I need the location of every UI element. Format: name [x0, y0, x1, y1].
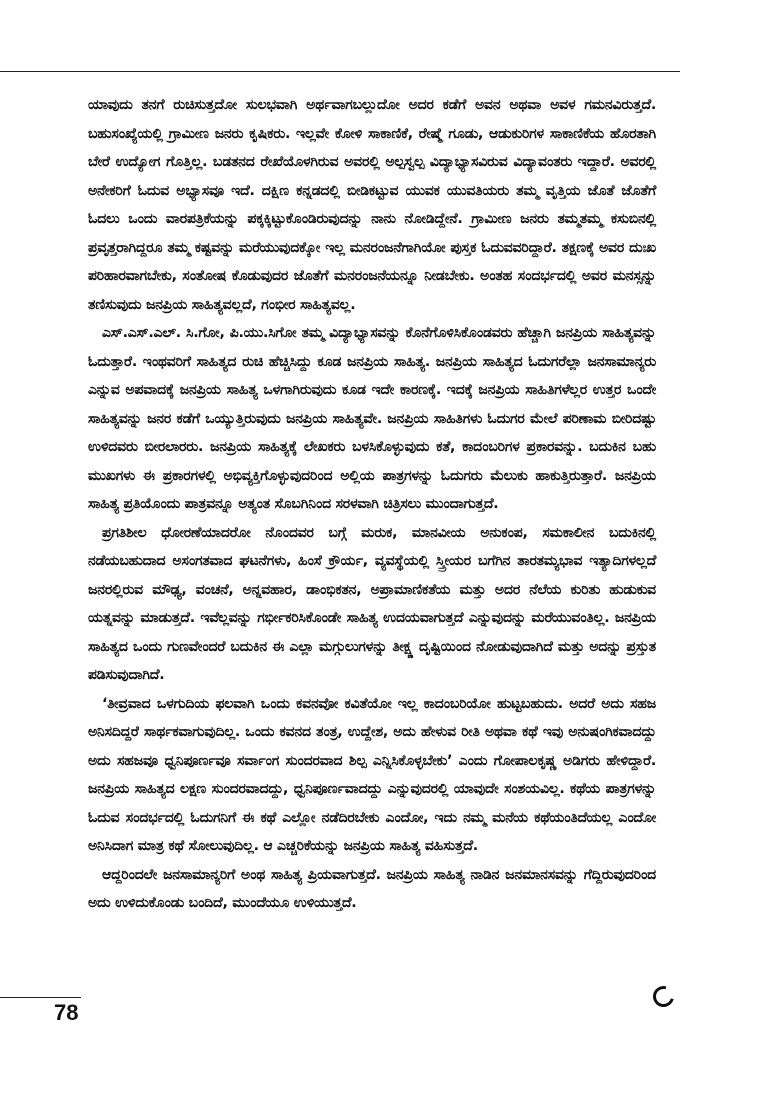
header-rule: [0, 71, 680, 72]
paragraph-2: ಎಸ್.ಎಸ್.ಎಲ್. ಸಿ.ಗೋ, ಪಿ.ಯು.ಸಿಗೋ ತಮ್ಮ ವಿದ್ಯಾಭ್ಯಾಸವನ್ನು ಕೊನೆಗೊಳಿಸಿಕೊಂಡವರು ಹೆಚ್ಚಾಗಿ ಜನಪ್ರಿಯ ಸಾಹಿತ್ಯವನ್ನು ಓದುತ್ತಾರೆ. ಇಂಥವರಿಗೆ ಸಾಹಿತ್ಯದ ರುಚಿ ಹೆಚ್ಚಿಸಿದ್ದು ಕೂಡ ಜನಪ್ರಿಯ ಸಾಹಿತ್ಯ. ಜನಪ್ರಿಯ ಸಾಹಿತ್ಯದ ಓದುಗರೆಲ್ಲಾ ಜನಸಾಮಾನ್ಯರು ಎನ್ನುವ ಅಪವಾದಕ್ಕೆ ಜನಪ್ರಿಯ ಸಾಹಿತ್ಯ ಒಳಗಾಗಿರುವುದು ಕೂಡ ಇದೇ ಕಾರಣಕ್ಕೆ. ಇದಕ್ಕೆ ಜನಪ್ರಿಯ ಸಾಹಿತಿಗಳೆಲ್ಲರ ಉತ್ತರ ಒಂದೇ ಸಾಹಿತ್ಯವನ್ನು ಜನರ ಕಡೆಗೆ ಒಯ್ಯುತ್ತಿರುವುದು ಜನಪ್ರಿಯ ಸಾಹಿತ್ಯವೇ. ಜನಪ್ರಿಯ ಸಾಹಿತಿಗಳು ಓದುಗರ ಮೇಲೆ ಪರಿಣಾಮ ಬೀರಿದಷ್ಟು ಉಳಿದವರು ಬೀರಲಾರರು. ಜನಪ್ರಿಯ ಸಾಹಿತ್ಯಕ್ಕೆ ಲೇಖಕರು ಬಳಸಿಕೊಳ್ಳುವುದು ಕತೆ, ಕಾದಂಬರಿಗಳ ಪ್ರಕಾರವನ್ನು. ಬದುಕಿನ ಬಹು ಮುಖಗಳು ಈ ಪ್ರಕಾರಗಳಲ್ಲಿ ಅಭಿವ್ಯಕ್ತಿಗೊಳ್ಳುವುದರಿಂದ ಅಲ್ಲಿಯ ಪಾತ್ರಗಳನ್ನು ಓದುಗರು ಮೆಲುಕು ಹಾಕುತ್ತಿರುತ್ತಾರೆ. ಜನಪ್ರಿಯ ಸಾಹಿತ್ಯ ಪ್ರತಿಯೊಂದು ಪಾತ್ರವನ್ನೂ ಅತ್ಯಂತ ಸೊಬಗಿನಿಂದ ಸರಳವಾಗಿ ಚಿತ್ರಿಸಲು ಮುಂದಾಗುತ್ತದೆ.: [88, 325, 656, 512]
paragraph-4: ‘ತೀವ್ರವಾದ ಒಳಗುದಿಯ ಫಲವಾಗಿ ಒಂದು ಕವನವೋ ಕವಿತೆಯೋ ಇಲ್ಲ ಕಾದಂಬರಿಯೋ ಹುಟ್ಟಬಹುದು. ಅದರೆ ಅದು ಸಹಜ ಅನಿಸದಿದ್ದರೆ ಸಾರ್ಥಕವಾಗುವುದಿಲ್ಲ. ಒಂದು ಕವನದ ತಂತ್ರ, ಉದ್ದೇಶ, ಅದು ಹೇಳುವ ರೀತಿ ಅಥವಾ ಕಥೆ ಇವು ಅನುಷಂಗಿಕವಾದದ್ದು ಅದು ಸಹಜವೂ ಧ್ವನಿಪೂರ್ಣವೂ ಸರ್ವಾಂಗ ಸುಂದರವಾದ ಶಿಲ್ಪ ಎನ್ನಿಸಿಕೊಳ್ಳಬೇಕು’ ಎಂದು ಗೋಪಾಲಕೃಷ್ಣ ಅಡಿಗರು ಹೇಳಿದ್ದಾರೆ. ಜನಪ್ರಿಯ ಸಾಹಿತ್ಯದ ಲಕ್ಷಣ ಸುಂದರವಾದದ್ದು, ಧ್ವನಿಪೂರ್ಣವಾದದ್ದು ಎನ್ನುವುದರಲ್ಲಿ ಯಾವುದೇ ಸಂಶಯವಿಲ್ಲ. ಕಥೆಯ ಪಾತ್ರಗಳನ್ನು ಓದುವ ಸಂದರ್ಭದಲ್ಲಿ ಓದುಗನಿಗೆ ಈ ಕಥೆ ಎಲ್ಲೋ ನಡೆದಿರಬೇಕು ಎಂದೋ, ಇದು ನಮ್ಮ ಮನೆಯ ಕಥೆಯಂತಿದೆಯಲ್ಲ ಎಂದೋ ಅನಿಸಿದಾಗ ಮಾತ್ರ ಕಥೆ ಸೋಲುವುದಿಲ್ಲ. ಆ ಎಚ್ಚರಿಕೆಯನ್ನು ಜನಪ್ರಿಯ ಸಾಹಿತ್ಯ ವಹಿಸುತ್ತದೆ.: [88, 695, 656, 854]
circle-icon: [649, 982, 678, 1011]
paragraph-5: ಆದ್ದರಿಂದಲೇ ಜನಸಾಮಾನ್ಯರಿಗೆ ಅಂಥ ಸಾಹಿತ್ಯ ಪ್ರಿಯವಾಗುತ್ತದೆ. ಜನಪ್ರಿಯ ಸಾಹಿತ್ಯ ನಾಡಿನ ಜನಮಾನಸವನ್ನು ಗೆದ್ದಿರುವುದರಿಂದ ಅದು ಉಳಿದುಕೊಂಡು ಬಂದಿದೆ, ಮುಂದೆಯೂ ಉಳಿಯುತ್ತದೆ.: [88, 866, 656, 911]
page-number: 78: [54, 1000, 79, 1025]
paragraph-1: ಯಾವುದು ತನಗೆ ರುಚಿಸುತ್ತದೋ ಸುಲಭವಾಗಿ ಅರ್ಥವಾಗಬಲ್ಲುದೋ ಅದರ ಕಡೆಗೆ ಅವನ ಅಥವಾ ಅವಳ ಗಮನವಿರುತ್ತದೆ. ಬಹುಸಂಖ್ಯೆಯಲ್ಲಿ ಗ್ರಾಮೀಣ ಜನರು ಕೃಷಿಕರು. ಇಲ್ಲವೇ ಕೋಳಿ ಸಾಕಾಣಿಕೆ, ರೇಷ್ಮೆ ಗೂಡು, ಆಡುಕುರಿಗಳ ಸಾಕಾಣಿಕೆಯ ಹೊರತಾಗಿ ಬೇರೆ ಉದ್ಯೋಗ ಗೊತ್ತಿಲ್ಲ. ಬಡತನದ ರೇಖೆಯೊಳಗಿರುವ ಅವರಲ್ಲಿ ಅಲ್ಪಸ್ವಲ್ಪ ವಿದ್ಯಾಭ್ಯಾಸವಿರುವ ವಿದ್ಯಾವಂತರು ಇದ್ದಾರೆ. ಅವರಲ್ಲಿ ಅನೇಕರಿಗೆ ಓದುವ ಅಭ್ಯಾಸವೂ ಇದೆ. ದಕ್ಷಿಣ ಕನ್ನಡದಲ್ಲಿ ಬೀಡಿಕಟ್ಟುವ ಯುವಕ ಯುವತಿಯರು ತಮ್ಮ ವೃತ್ತಿಯ ಜೊತೆ ಜೊತೆಗೆ ಓದಲು ಒಂದು ವಾರಪತ್ರಿಕೆಯನ್ನು ಪಕ್ಕಕ್ಕಿಟ್ಟುಕೊಂಡಿರುವುದನ್ನು ನಾನು ನೋಡಿದ್ದೇನೆ. ಗ್ರಾಮೀಣ ಜನರು ತಮ್ಮತಮ್ಮ ಕಸುಬಿನಲ್ಲಿ ಪ್ರವೃತ್ತರಾಗಿದ್ದರೂ ತಮ್ಮ ಕಷ್ಟವನ್ನು ಮರೆಯುವುದಕ್ಕೋ ಇಲ್ಲ ಮನರಂಜನೆಗಾಗಿಯೋ ಪುಸ್ತಕ ಓದುವವರಿದ್ದಾರೆ. ತಕ್ಷಣಕ್ಕೆ ಅವರ ದುಃಖ ಪರಿಹಾರವಾಗಬೇಕು, ಸಂತೋಷ ಕೊಡುವುದರ ಜೊತೆಗೆ ಮನರಂಜನೆಯನ್ನೂ ನೀಡಬೇಕು. ಅಂತಹ ಸಂದರ್ಭದಲ್ಲಿ ಅವರ ಮನಸ್ಸನ್ನು ತಣಿಸುವುದು ಜನಪ್ರಿಯ ಸಾಹಿತ್ಯವಲ್ಲದೆ, ಗಂಭೀರ ಸಾಹಿತ್ಯವಲ್ಲ.: [88, 97, 656, 313]
paragraph-3: ಪ್ರಗತಿಶೀಲ ಧೋರಣೆಯಾದರೋ ನೊಂದವರ ಬಗ್ಗೆ ಮರುಕ, ಮಾನವೀಯ ಅನುಕಂಪ, ಸಮಕಾಲೀನ ಬದುಕಿನಲ್ಲಿ ನಡೆಯಬಹುದಾದ ಅಸಂಗತವಾದ ಘಟನೆಗಳು, ಹಿಂಸೆ ಕ್ರೌರ್ಯ, ವ್ಯವಸ್ಥೆಯಲ್ಲಿ ಸ್ತ್ರೀಯರ ಬಗೆಗಿನ ತಾರತಮ್ಯಭಾವ ಇತ್ಯಾದಿಗಳಲ್ಲದೆ ಜನರಲ್ಲಿರುವ ಮೌಢ್ಯ, ವಂಚನೆ, ಅನ್ನವಹಾರ, ಡಾಂಭಿಕತನ, ಅಪ್ರಾಮಾಣಿಕತೆಯ ಮತ್ತು ಅದರ ನೆಲೆಯ ಕುರಿತು ಹುಡುಕುವ ಯತ್ನವನ್ನು ಮಾಡುತ್ತದೆ. ಇವೆಲ್ಲವನ್ನು ಗರ್ಭೀಕರಿಸಿಕೊಂಡೇ ಸಾಹಿತ್ಯ ಉದಯವಾಗುತ್ತದೆ ಎನ್ನುವುದನ್ನು ಮರೆಯುವಂತಿಲ್ಲ. ಜನಪ್ರಿಯ ಸಾಹಿತ್ಯದ ಒಂದು ಗುಣವೇಂದರೆ ಬದುಕಿನ ಈ ಎಲ್ಲಾ ಮಗ್ಗುಲುಗಳನ್ನು ತೀಕ್ಷ್ಣ ದೃಷ್ಟಿಯಿಂದ ನೋಡುವುದಾಗಿದೆ ಮತ್ತು ಅದನ್ನು ಪ್ರಸ್ತುತ ಪಡಿಸುವುದಾಗಿದೆ.: [88, 524, 656, 683]
body-text: [88, 91, 656, 918]
footer-rule: [0, 997, 81, 998]
